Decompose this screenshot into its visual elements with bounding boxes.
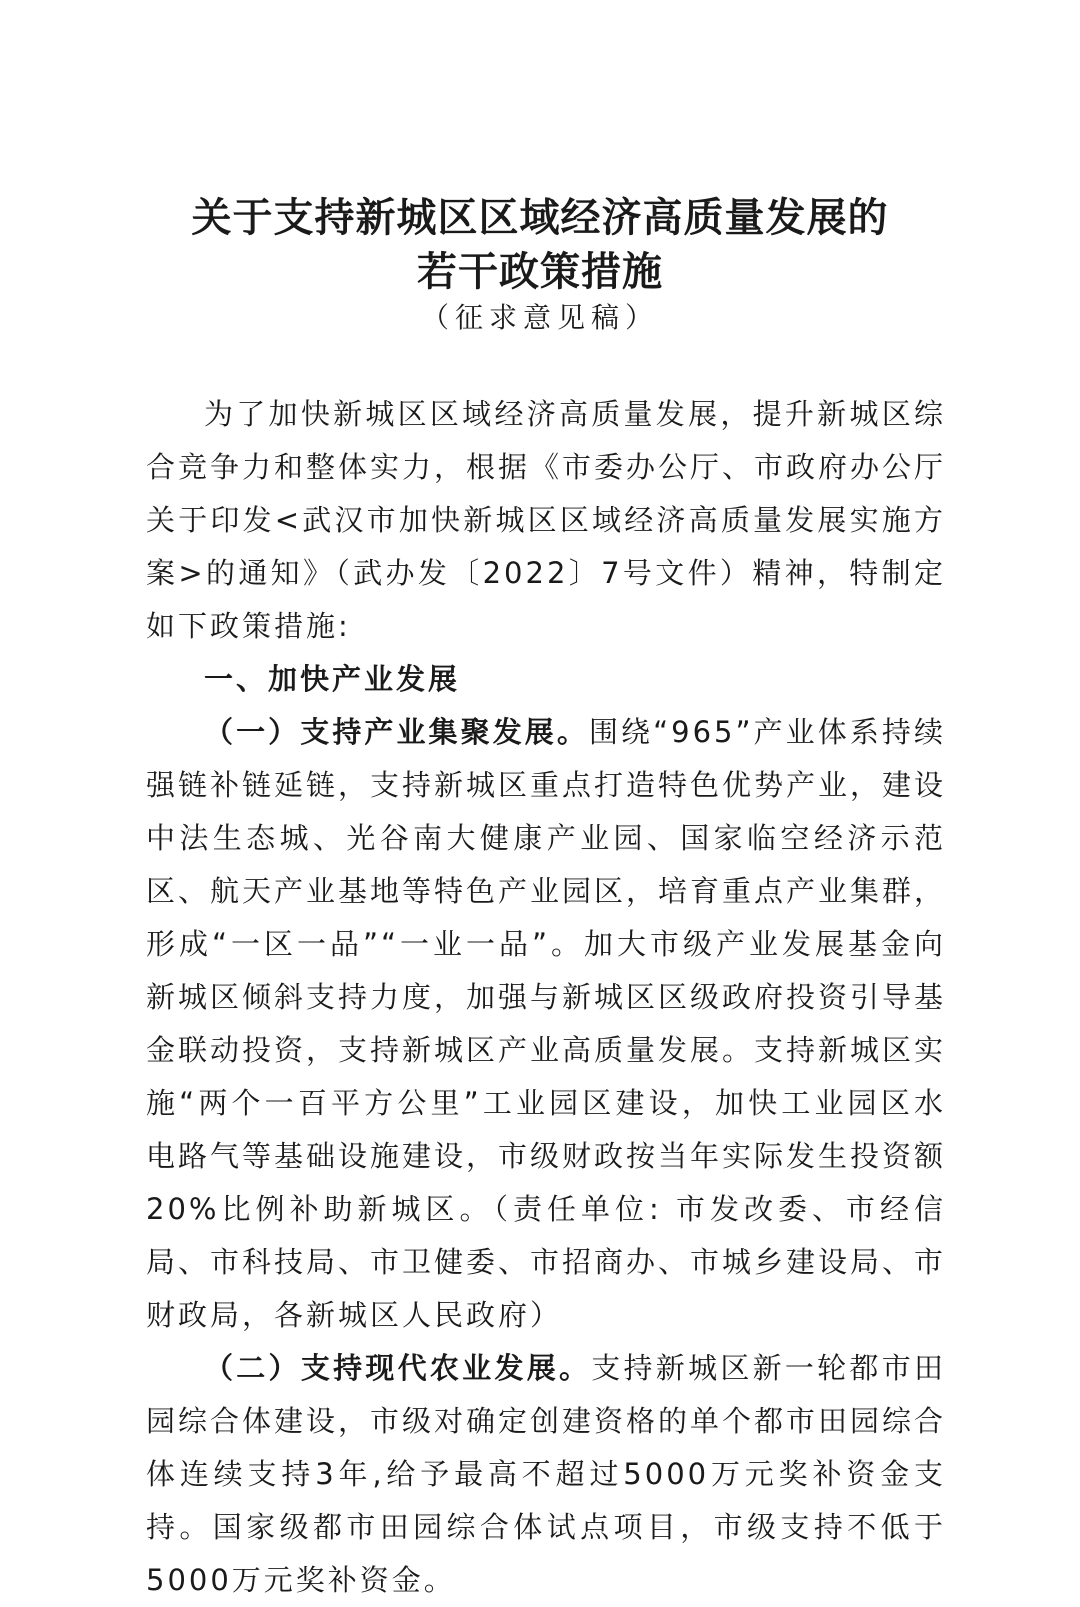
document-body bbox=[146, 388, 946, 1607]
item-1-body: 围绕“965”产业体系持续强链补链延链，支持新城区重点打造特色优势产业，建设中法生态城、光谷南大健康产业园、国家临空经济示范区、航天产业基地等特色产业园区，培育重点产业集群，形成“一区一品”“一业一品”。加大市级产业发展基金向新城区倾斜支持力度，加强与新城区区级政府投资引导基金联动投资，支持新城区产业高质量发展。支持新城区实施“两个一百平方公里”工业园区建设，加快工业园区水电路气等基础设施建设，市级财政按当年实际发生投资额20%比例补助新城区。（责任单位: 市发改委、市经信局、市科技局、市卫健委、市招商办、市城乡建设局、市财政局，各新城区人民政府） bbox=[146, 715, 947, 1332]
item-1-paragraph bbox=[146, 706, 946, 1342]
item-1-lead: （一）支持产业集聚发展。 bbox=[204, 715, 589, 749]
item-2-body: 支持新城区新一轮都市田园综合体建设，市级对确定创建资格的单个都市田园综合体连续支持3年,给予最高不超过5000万元奖补资金支持。国家级都市田园综合体试点项目，市级支持不低于5000万元奖补资金。 bbox=[146, 1351, 947, 1597]
document-title-line-2: 若干政策措施 bbox=[417, 248, 663, 295]
document-subtitle: （征求意见稿） bbox=[420, 301, 659, 334]
item-2-paragraph bbox=[146, 1342, 946, 1607]
document-title-line-1: 关于支持新城区区域经济高质量发展的 bbox=[191, 194, 889, 241]
item-2-lead: （二）支持现代农业发展。 bbox=[204, 1351, 592, 1385]
section-1-heading: 一、加快产业发展 bbox=[204, 662, 461, 696]
intro-paragraph: 为了加快新城区区域经济高质量发展，提升新城区综合竞争力和整体实力，根据《市委办公厅、市政府办公厅关于印发<武汉市加快新城区区域经济高质量发展实施方案>的通知》（武办发〔2022〕7号文件）精神，特制定如下政策措施: bbox=[146, 397, 947, 643]
